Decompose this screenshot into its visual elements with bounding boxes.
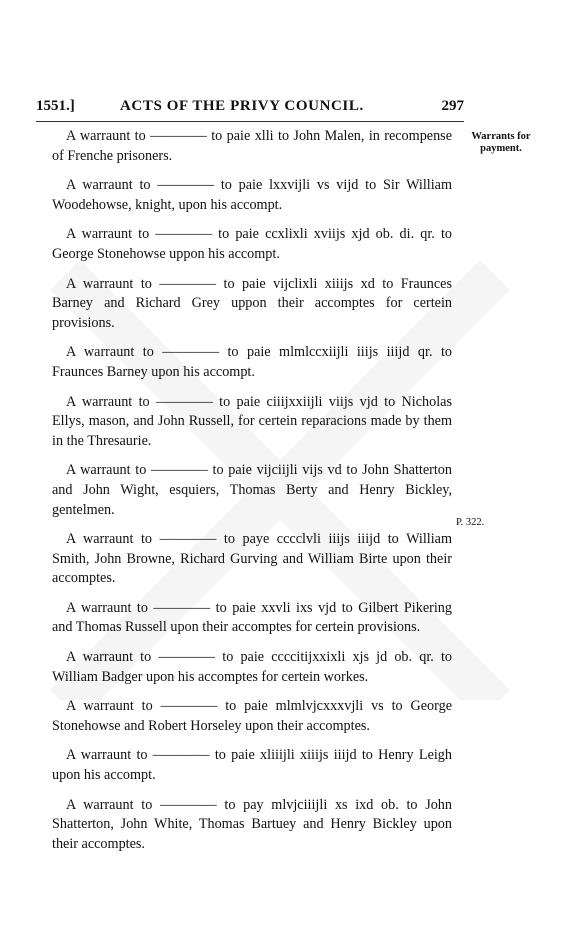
warrant-entry: A warraunt to ———— to paie vijciijli vijs vd to John Shatterton and John Wight, esquiers, Thomas Berty and Henry Bickley, gentelmen. [52, 462, 452, 518]
header-year: 1551.] [36, 98, 75, 114]
margin-page-ref: P. 322. [456, 517, 485, 528]
page-number: 297 [441, 98, 464, 114]
entries-list [52, 127, 452, 864]
warrant-entry: A warraunt to ———— to pay mlvjciiijli xs ixd ob. to John Shatterton, John White, Thomas Bartuey and Henry Bickley upon their accomptes. [52, 796, 452, 852]
warrant-entry: A warraunt to ———— to paie ccccitijxxixli xjs jd ob. qr. to William Badger upon his accomptes for certein workes. [52, 649, 452, 685]
header-rule [36, 121, 464, 122]
warrant-entry: A warraunt to ———— to paie lxxvijli vs vijd to Sir William Woodehowse, knight, upon his accompt. [52, 177, 452, 213]
warrant-entry: A warraunt to ———— to paie ciiijxxiijli viijs vjd to Nicholas Ellys, mason, and John Russell, for certein reparacions made by them in the Thresaurie. [52, 393, 452, 449]
warrant-entry: A warraunt to ———— to paie ccxlixli xviijs xjd ob. di. qr. to George Stonehowse uppon his accompt. [52, 226, 452, 262]
running-header [36, 98, 464, 120]
warrant-entry: A warraunt to ———— to paye cccclvli iiijs iiijd to William Smith, John Browne, Richard Gurving and William Birte upon their accomptes. [52, 531, 452, 587]
warrant-entry: A warraunt to ———— to paie xxvli ixs vjd to Gilbert Pikering and Thomas Russell upon their accomptes for certein provisions. [52, 599, 452, 636]
warrant-entry: A warraunt to ———— to paie xliiijli xiiijs iiijd to Henry Leigh upon his accompt. [52, 747, 452, 784]
warrant-entry: A warraunt to ———— to paie xlli to John Malen, in recompense of Frenche prisoners. [52, 128, 452, 164]
warrant-entry: A warraunt to ———— to paie mlmlccxiijli iiijs iiijd qr. to Fraunces Barney upon his accompt. [52, 344, 452, 380]
header-title: ACTS OF THE PRIVY COUNCIL. [120, 98, 364, 114]
warrant-entry: A warraunt to ———— to paie vijclixli xiiijs xd to Fraunces Barney and Richard Grey uppon their accomptes for certein provisions. [52, 275, 452, 331]
margin-note: Warrants for payment. [471, 131, 531, 154]
warrant-entry: A warraunt to ———— to paie mlmlvjcxxxvjli vs to George Stonehowse and Robert Horseley upon their accomptes. [52, 698, 452, 734]
